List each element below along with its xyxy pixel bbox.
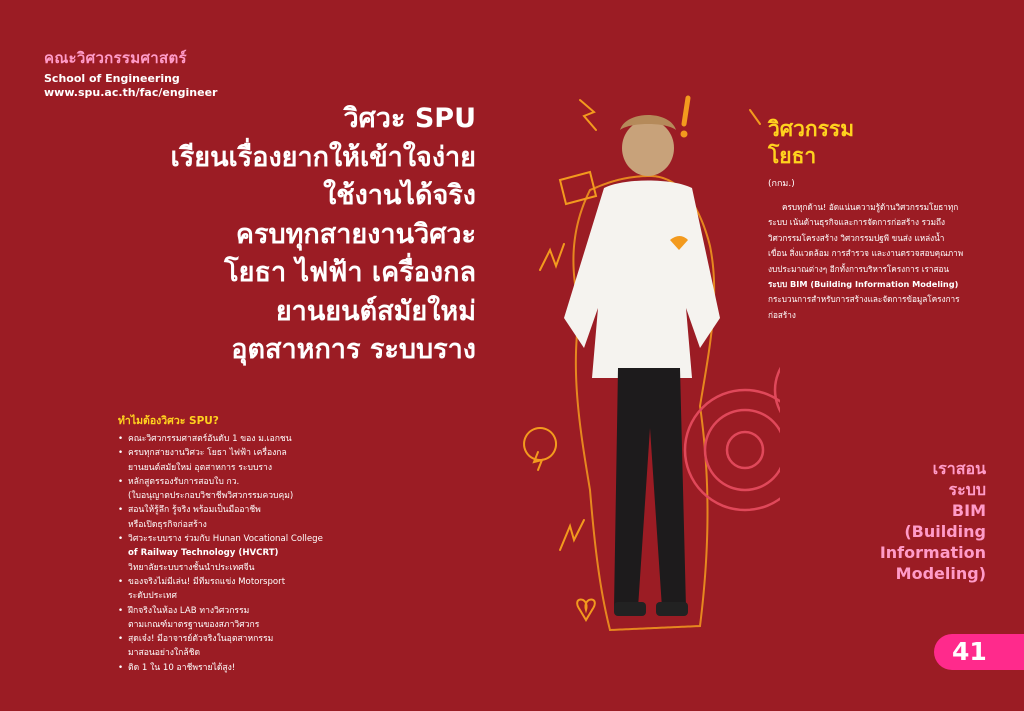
list-item: • ของจริงไม่มีเล่น! มีทีมรถแข่ง Motorsport ระดับประเทศ [118, 575, 378, 604]
heart-icon [577, 600, 595, 621]
page-number-tab [934, 634, 1024, 670]
school-url[interactable]: www.spu.ac.th/fac/engineer [44, 86, 218, 99]
list-item: • หลักสูตรรองรับการสอบใบ กว. (ใบอนุญาตประกอบวิชาชีพวิศวกรรมควบคุม) [118, 475, 378, 504]
lightning-icon [580, 100, 596, 130]
headline [36, 100, 476, 370]
list-item: • ติด 1 ใน 10 อาชีพรายได้สูง! [118, 661, 378, 675]
major-description: ครบทุกด้าน! อัดแน่นความรู้ด้านวิศวกรรมโยธาทุก ระบบ เน้นด้านธุรกิจและการจัดการก่อสร้าง รวมถึง วิศวกรรมโครงสร้าง วิศวกรรมปฐพี ขนส่ง แหล่งน้ำ เขื่อน สิ่งแวดล้อม การสำรวจ และงานตรวจสอบคุณภาพ งบประมาณต่างๆ อีกทั้งการบริหารโครงการ เราสอน ระบบ BIM (Building Information Modeling) กระบวนการสำหรับการสร้างและจัดการข้อมูลโครงการ ก่อสร้าง [768, 202, 964, 320]
gears [685, 345, 780, 510]
list-item: • ฝึกจริงในห้อง LAB ทางวิศวกรรม ตามเกณฑ์มาตรฐานของสภาวิศวกร [118, 604, 378, 633]
headline-line: ยานยนต์สมัยใหม่ [275, 295, 476, 327]
list-item: • สอนให้รู้ลึก รู้จริง พร้อมเป็นมืออาชีพ หรือเปิดธุรกิจก่อสร้าง [118, 503, 378, 532]
headline-line: ใช้งานได้จริง [323, 180, 476, 211]
list-item: • ครบทุกสายงานวิศวะ โยธา ไฟฟ้า เครื่องกล ยานยนต์สมัยใหม่ อุตสาหการ ระบบราง [118, 446, 378, 475]
major-title: วิศวกรรม โยธา [768, 117, 855, 168]
lightning-icon [540, 244, 564, 270]
list-item: • วิศวะระบบราง ร่วมกับ Hunan Vocational College of Railway Technology (HVCRT) วิทยาลัยระบบรางชั้นนำประเทศจีน [118, 532, 378, 575]
bim-callout: เราสอน ระบบ BIM (Building Information Modeling) [879, 459, 986, 583]
headline-line: โยธา ไฟฟ้า เครื่องกล [224, 257, 476, 288]
page-number: 41 [952, 637, 987, 666]
faculty-name: คณะวิศวกรรมศาสตร์ [44, 49, 187, 67]
school-name: School of Engineering [44, 72, 180, 85]
list-item: • สุดเจ๋ง! มีอาจารย์ตัวจริงในอุตสาหกรรม มาสอนอย่างใกล้ชิด [118, 632, 378, 661]
exclamation-icon [684, 98, 688, 124]
why-title: ทำไมต้องวิศวะ SPU? [118, 415, 219, 427]
major-section [768, 116, 988, 323]
why-section [118, 412, 378, 675]
student-illustration [520, 90, 780, 670]
list-item: • คณะวิศวกรรมศาสตร์อันดับ 1 ของ ม.เอกชน [118, 432, 378, 446]
major-abbr: (กกม.) [768, 179, 795, 189]
gear-doodle-icon [560, 172, 596, 204]
circle-doodle-icon [524, 428, 556, 460]
why-list [118, 432, 378, 675]
student-figure [564, 115, 720, 616]
lightning-icon [560, 520, 584, 550]
headline-line: อุตสาหการ ระบบราง [231, 334, 476, 365]
headline-line: วิศวะ SPU [343, 103, 476, 134]
headline-line: เรียนเรื่องยากให้เข้าใจง่าย [170, 141, 476, 173]
school-info [44, 72, 217, 100]
headline-line: ครบทุกสายงานวิศวะ [235, 218, 476, 250]
